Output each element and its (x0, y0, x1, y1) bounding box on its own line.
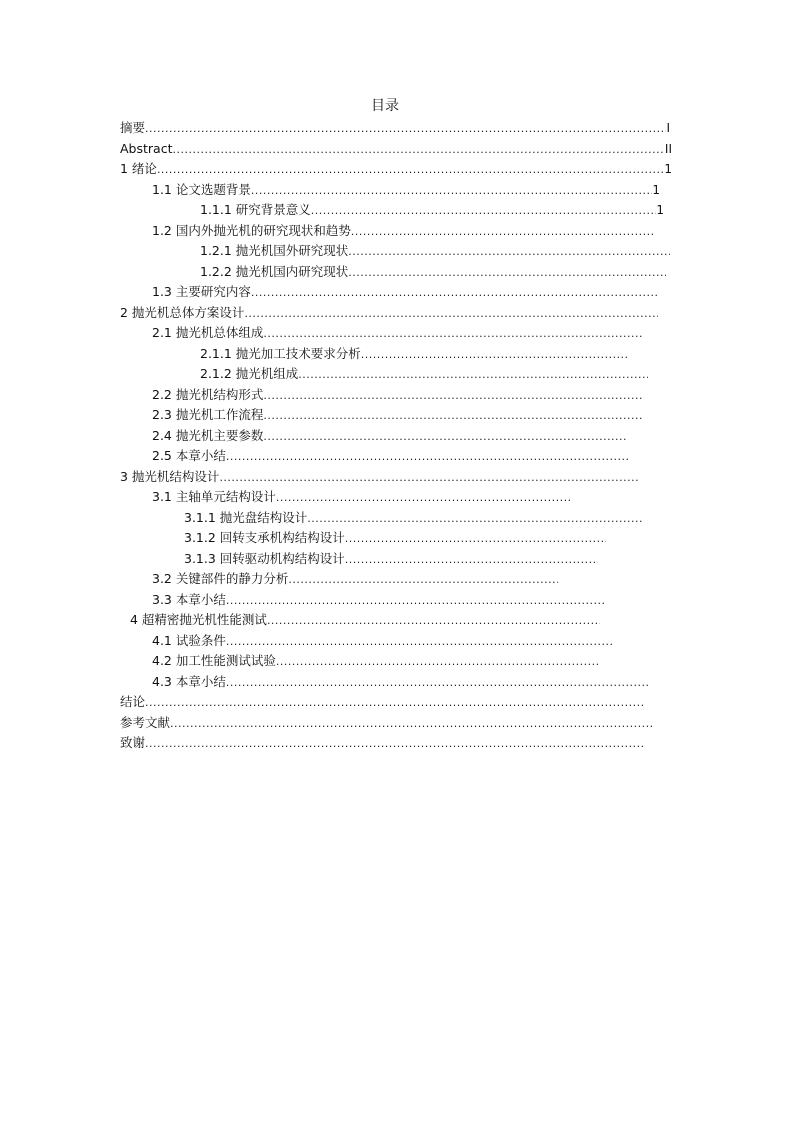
toc-entry[interactable] (120, 159, 672, 180)
toc-entry[interactable] (152, 405, 644, 426)
toc-dot-leader (288, 570, 558, 591)
toc-entry[interactable] (120, 118, 670, 139)
toc-entry-label: 3.1.2 回转支承机构结构设计 (184, 530, 345, 545)
toc-entry[interactable] (120, 139, 672, 160)
toc-entry[interactable] (200, 364, 648, 385)
toc-entry-label: 2.5 本章小结 (152, 448, 226, 463)
toc-dot-leader (244, 304, 658, 325)
toc-entry-label: Abstract (120, 140, 173, 156)
toc-entry-page-number: 1 (652, 182, 660, 197)
toc-entry-page-number: 1 (656, 203, 664, 217)
toc-entry-label: 1.2.2 抛光机国内研究现状 (200, 263, 349, 279)
toc-entry[interactable] (200, 200, 664, 221)
toc-entry[interactable] (152, 221, 654, 242)
toc-dot-leader (267, 611, 600, 632)
toc-entry-label: 4.3 本章小结 (152, 673, 226, 689)
toc-dot-leader (219, 468, 638, 489)
toc-dot-leader (226, 591, 606, 612)
toc-dot-leader (276, 488, 570, 509)
toc-entry[interactable] (152, 651, 598, 672)
toc-entry[interactable] (130, 610, 600, 631)
toc-entry-label: 结论 (120, 694, 146, 709)
toc-entry-label: 1.2.1 抛光机国外研究现状 (200, 243, 349, 258)
toc-dot-leader (348, 242, 670, 263)
toc-entry[interactable] (152, 569, 558, 590)
toc-entry-label: 3.1.3 回转驱动机构结构设计 (184, 550, 345, 566)
toc-entry-page-number: I (666, 121, 670, 135)
toc-entry-label: 3.1 主轴单元结构设计 (152, 489, 276, 504)
toc-entry[interactable] (152, 487, 570, 508)
toc-dot-leader (345, 550, 598, 571)
toc-dot-leader (145, 119, 666, 140)
toc-entry-label: 4.2 加工性能测试试验 (152, 653, 276, 668)
toc-entry[interactable] (120, 467, 638, 488)
toc-entry-label: 1.1.1 研究背景意义 (200, 202, 311, 217)
toc-entry-label: 3.2 关键部件的静力分析 (152, 571, 289, 586)
toc-entry-page-number: II (664, 141, 672, 156)
toc-dot-leader (307, 509, 642, 530)
toc-entry[interactable] (152, 631, 614, 652)
toc-entry[interactable] (152, 426, 628, 447)
toc-dot-leader (145, 734, 644, 755)
toc-entry-label: 2.3 抛光机工作流程 (152, 407, 264, 422)
toc-entry-label: 3.3 本章小结 (152, 591, 226, 607)
toc-dot-leader (263, 324, 644, 345)
toc-dot-leader (263, 406, 644, 427)
toc-dot-leader (263, 386, 644, 407)
toc-dot-leader (226, 673, 650, 694)
toc-entry[interactable] (184, 549, 598, 570)
toc-entry-label: 4 超精密抛光机性能测试 (130, 612, 267, 627)
toc-entry-label: 2.1.1 抛光加工技术要求分析 (200, 345, 361, 361)
toc-entry-page-number: 1 (664, 162, 672, 176)
toc-dot-leader (351, 222, 654, 243)
toc-entry-label: 3 抛光机结构设计 (120, 468, 220, 484)
toc-dot-leader (311, 201, 657, 222)
toc-entry-label: 2.2 抛光机结构形式 (152, 386, 264, 402)
toc-dot-leader (226, 632, 614, 653)
toc-entry[interactable] (152, 282, 658, 303)
toc-entry[interactable] (200, 241, 670, 262)
toc-entry[interactable] (120, 713, 652, 734)
toc-dot-leader (276, 652, 598, 673)
toc-entry[interactable] (152, 180, 660, 201)
toc-entry[interactable] (152, 385, 644, 406)
toc-entry-label: 1.2 国内外抛光机的研究现状和趋势 (152, 222, 351, 238)
toc-entry[interactable] (200, 262, 666, 283)
toc-dot-leader (348, 263, 666, 284)
toc-dot-leader (361, 345, 628, 366)
toc-entry[interactable] (152, 590, 606, 611)
toc-entry-label: 2.1.2 抛光机组成 (200, 366, 299, 381)
toc-dot-leader (172, 140, 664, 161)
toc-dot-leader (170, 714, 652, 735)
toc-dot-leader (298, 365, 648, 386)
toc-dot-leader (226, 447, 630, 468)
toc-dot-leader (251, 283, 658, 304)
toc-entry-label: 1.1 论文选题背景 (152, 181, 251, 197)
toc-entry-label: 致谢 (120, 735, 146, 750)
toc-entry-label: 1 绪论 (120, 161, 157, 176)
toc-dot-leader (345, 529, 606, 550)
toc-entry-label: 2 抛光机总体方案设计 (120, 304, 245, 320)
toc-entry[interactable] (184, 528, 606, 549)
toc-dot-leader (145, 693, 644, 714)
toc-entry-label: 4.1 试验条件 (152, 632, 226, 648)
toc-entry[interactable] (120, 692, 644, 713)
toc-entry-label: 2.1 抛光机总体组成 (152, 325, 264, 340)
toc-dot-leader (263, 427, 628, 448)
toc-entry-label: 摘要 (120, 120, 146, 135)
toc-entry-label: 1.3 主要研究内容 (152, 284, 251, 299)
toc-entry[interactable] (200, 344, 628, 365)
toc-entry[interactable] (120, 303, 658, 324)
toc-entry[interactable] (184, 508, 642, 529)
toc-entry-label: 3.1.1 抛光盘结构设计 (184, 509, 308, 525)
toc-entry[interactable] (152, 672, 650, 693)
toc-title: 目录 (371, 98, 399, 114)
toc-entry[interactable] (120, 733, 644, 754)
toc-dot-leader (251, 181, 653, 202)
toc-dot-leader (157, 160, 664, 181)
toc-entry[interactable] (152, 446, 630, 467)
toc-entry-label: 2.4 抛光机主要参数 (152, 427, 264, 443)
toc-entry[interactable] (152, 323, 644, 344)
toc-entry-label: 参考文献 (120, 714, 171, 730)
